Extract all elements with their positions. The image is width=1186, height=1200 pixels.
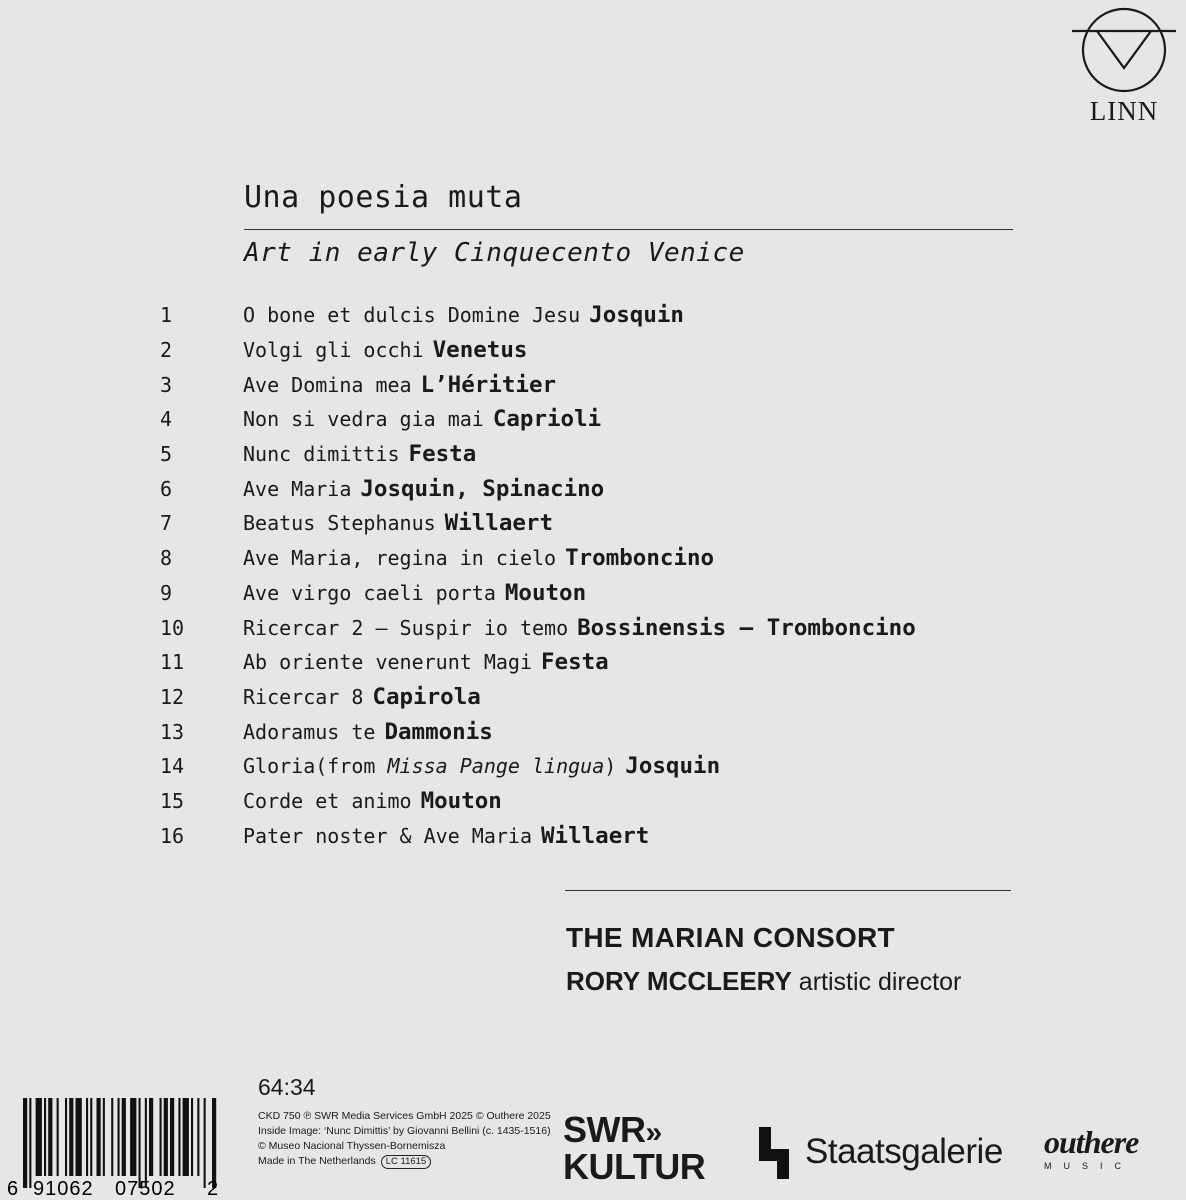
track-row xyxy=(160,541,916,576)
track-number: 13 xyxy=(160,719,185,744)
track-row xyxy=(160,367,916,402)
track-number: 11 xyxy=(160,650,185,675)
legal-line: © Museo Nacional Thyssen-Bornemisza xyxy=(258,1140,446,1152)
label-code-badge: LC 11615 xyxy=(381,1155,432,1169)
director-role: artistic director xyxy=(791,968,962,996)
legal-line: Inside Image: ‘Nunc Dimittis’ by Giovanni Bellini (c. 1435-1516) xyxy=(258,1125,551,1137)
album-subtitle: Art in early Cinquecento Venice xyxy=(244,238,745,268)
track-row xyxy=(160,437,916,472)
track-row xyxy=(160,645,916,680)
barcode-bar xyxy=(69,1098,73,1176)
track-row xyxy=(160,506,916,541)
track-number: 2 xyxy=(160,338,173,363)
director-name: RORY MCCLEERY xyxy=(566,966,792,996)
track-note-pre: (from xyxy=(315,754,388,779)
barcode-bar xyxy=(86,1098,88,1176)
track-note xyxy=(315,754,616,778)
barcode-bar xyxy=(76,1098,82,1176)
track-row xyxy=(160,471,916,506)
barcode-bar xyxy=(23,1098,27,1188)
barcode-digit: 6 xyxy=(7,1178,19,1198)
barcode-bar xyxy=(149,1098,153,1176)
swr-arrows-icon: » xyxy=(645,1116,657,1149)
title-divider xyxy=(244,229,1013,230)
track-row xyxy=(160,818,916,853)
track-composer: Willaert xyxy=(540,822,650,849)
linn-logo xyxy=(1068,6,1180,126)
track-title: Ab oriente venerunt Magi xyxy=(243,650,532,675)
track-number: 16 xyxy=(160,823,185,848)
barcode-bar xyxy=(29,1098,31,1188)
track-composer: Dammonis xyxy=(384,718,493,745)
track-composer: Venetus xyxy=(432,337,528,364)
track-title: Beatus Stephanus xyxy=(243,511,436,536)
barcode-bar xyxy=(48,1098,52,1176)
credits-divider xyxy=(565,890,1011,891)
track-number: 6 xyxy=(160,476,173,501)
track-row xyxy=(160,610,916,645)
track-row xyxy=(160,680,916,715)
track-title: Ave Maria xyxy=(243,476,352,501)
track-title: Volgi gli occhi xyxy=(243,338,424,363)
barcode-bar xyxy=(122,1098,126,1176)
track-title: Nunc dimittis xyxy=(243,442,400,467)
track-number: 10 xyxy=(160,615,185,640)
swr-wordmark: SWR xyxy=(563,1109,646,1150)
barcode-bar xyxy=(160,1098,162,1176)
track-title: Ricercar 8 xyxy=(243,684,364,709)
track-number: 14 xyxy=(160,754,185,779)
barcode-bar xyxy=(204,1098,206,1188)
track-composer: Bossinensis – Tromboncino xyxy=(577,614,916,641)
outhere-music-label: MUSIC xyxy=(1044,1161,1133,1171)
barcode-digit: 07502 xyxy=(115,1178,176,1198)
barcode-bar xyxy=(97,1098,101,1176)
track-title: Pater noster & Ave Maria xyxy=(243,823,532,848)
barcode-bar xyxy=(118,1098,120,1176)
linn-wordmark: LINN xyxy=(1089,96,1159,126)
ensemble-name: THE MARIAN CONSORT xyxy=(566,922,895,953)
track-title: O bone et dulcis Domine Jesu xyxy=(243,303,581,328)
track-composer: Capirola xyxy=(372,683,481,710)
barcode-bar xyxy=(191,1098,193,1176)
track-composer: Mouton xyxy=(420,787,502,814)
staatsgalerie-wordmark: Staatsgalerie xyxy=(805,1132,1003,1171)
legal-line: CKD 750 ℗ SWR Media Services GmbH 2025 © Outhere 2025 xyxy=(258,1110,551,1122)
track-row xyxy=(160,576,916,611)
barcode-bar xyxy=(44,1098,46,1176)
barcode xyxy=(3,1098,223,1198)
track-title: Gloria xyxy=(243,754,316,779)
barcode-bar xyxy=(36,1098,42,1176)
track-row xyxy=(160,714,916,749)
track-composer: L’Héritier xyxy=(420,371,557,398)
track-note-post: ) xyxy=(604,754,617,779)
barcode-bar xyxy=(164,1098,168,1176)
total-duration: 64:34 xyxy=(258,1074,316,1100)
staatsgalerie-mark-icon xyxy=(757,1125,791,1181)
track-composer: Tromboncino xyxy=(565,545,715,572)
barcode-bar xyxy=(145,1098,147,1188)
outhere-wordmark: outhere xyxy=(1044,1124,1139,1160)
track-title: Ave Domina mea xyxy=(243,372,412,397)
barcode-bar xyxy=(111,1098,113,1176)
track-composer: Festa xyxy=(408,441,477,468)
track-composer: Josquin xyxy=(589,302,684,329)
track-number: 7 xyxy=(160,511,173,536)
track-title: Adoramus te xyxy=(243,719,376,744)
track-note-work: Missa Pange lingua xyxy=(387,754,605,779)
barcode-bar xyxy=(212,1098,216,1188)
outhere-music-logo xyxy=(1044,1125,1184,1171)
track-title: Ricercar 2 – Suspir io temo xyxy=(243,615,569,640)
barcode-digit: 91062 xyxy=(33,1178,94,1198)
track-row xyxy=(160,784,916,819)
swr-kultur-logo xyxy=(563,1109,706,1187)
barcode-bar xyxy=(90,1098,92,1176)
track-number: 15 xyxy=(160,788,185,813)
track-number: 5 xyxy=(160,442,173,467)
barcode-bar xyxy=(103,1098,105,1176)
track-number: 12 xyxy=(160,684,185,709)
track-composer: Josquin xyxy=(625,753,721,780)
album-title: Una poesia muta xyxy=(244,180,523,215)
track-row xyxy=(160,333,916,368)
barcode-bar xyxy=(170,1098,174,1176)
track-number: 3 xyxy=(160,372,173,397)
barcode-bar xyxy=(183,1098,189,1176)
linn-circle-triangle-icon xyxy=(1071,6,1177,94)
track-row xyxy=(160,402,916,437)
track-title: Ave Maria, regina in cielo xyxy=(243,546,557,571)
track-title: Corde et animo xyxy=(243,788,412,813)
track-composer: Festa xyxy=(540,649,609,676)
barcode-bar xyxy=(139,1098,141,1188)
director-credit xyxy=(566,966,961,997)
track-composer: Mouton xyxy=(504,579,587,606)
legal-notice xyxy=(258,1109,551,1169)
track-number: 4 xyxy=(160,407,173,432)
track-composer: Caprioli xyxy=(492,406,602,433)
track-row xyxy=(160,749,916,784)
barcode-bar xyxy=(57,1098,59,1176)
track-number: 8 xyxy=(160,546,173,571)
track-title: Non si vedra gia mai xyxy=(243,407,484,432)
barcode-bar xyxy=(130,1098,136,1176)
track-row xyxy=(160,298,916,333)
track-title: Ave virgo caeli porta xyxy=(243,580,496,605)
made-in: Made in The Netherlands xyxy=(258,1155,376,1167)
barcode-bar xyxy=(197,1098,199,1176)
track-number: 1 xyxy=(160,303,173,328)
track-composer: Josquin, Spinacino xyxy=(360,475,605,502)
barcode-bar xyxy=(65,1098,67,1176)
legal-line xyxy=(258,1154,551,1169)
track-number: 9 xyxy=(160,580,173,605)
barcode-bar xyxy=(178,1098,180,1176)
barcode-digit: 2 xyxy=(207,1178,219,1198)
track-list xyxy=(160,298,916,853)
kultur-wordmark: KULTUR xyxy=(563,1146,706,1187)
track-composer: Willaert xyxy=(444,510,554,537)
